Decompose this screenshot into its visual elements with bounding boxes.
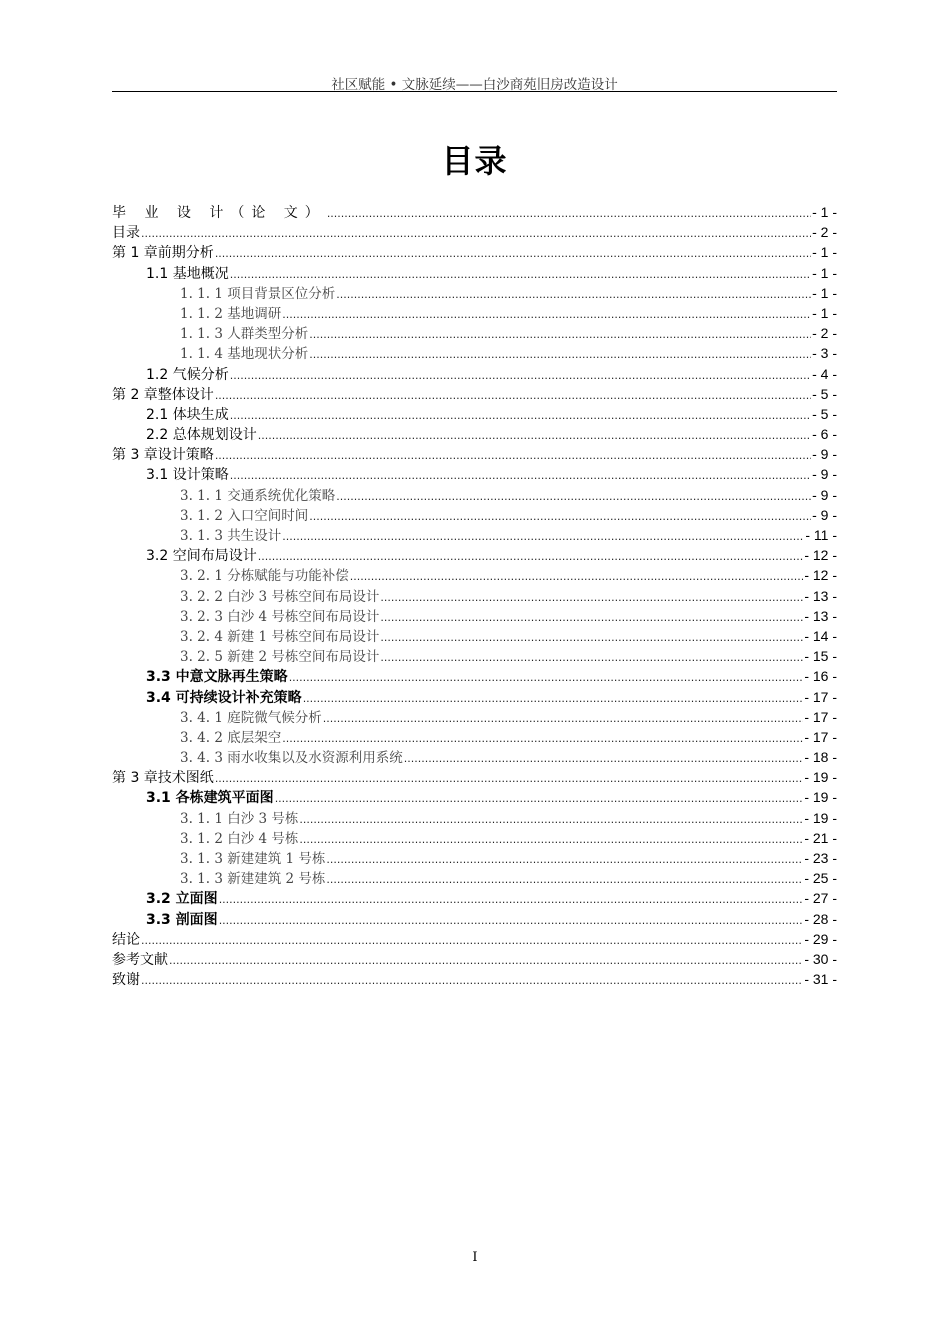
running-header: 社区赋能 • 文脉延续——白沙商苑旧房改造设计	[331, 77, 618, 93]
toc-dot-leader	[169, 951, 803, 971]
toc-entry[interactable]	[112, 646, 837, 666]
toc-dot-leader	[282, 527, 804, 547]
toc-dot-leader	[380, 648, 803, 668]
toc-entry-label: 结论	[112, 931, 140, 948]
toc-dot-leader	[219, 911, 804, 931]
toc-entry-page: - 2 -	[812, 224, 837, 241]
toc-entry-label: 3. 2. 1 分栋赋能与功能补偿	[180, 568, 349, 585]
header-rule	[112, 91, 837, 92]
toc-entry-page: - 28 -	[804, 910, 837, 927]
toc-entry-page: - 14 -	[804, 627, 837, 644]
toc-entry-page: - 30 -	[804, 950, 837, 967]
toc-entry-page: - 9 -	[812, 466, 837, 483]
toc-entry-label: 3. 4. 2 底层架空	[180, 729, 282, 746]
toc-dot-leader	[282, 305, 811, 325]
toc-entry-label: 3. 1. 3 共生设计	[180, 528, 282, 544]
toc-entry-label: 1.2 气候分析	[146, 366, 229, 383]
toc-entry[interactable]	[112, 202, 837, 222]
toc-entry-label: 第 1 章前期分析	[112, 245, 214, 262]
toc-entry-page: - 9 -	[812, 486, 837, 503]
page-number: I	[472, 1250, 478, 1265]
toc-entry-page: - 9 -	[812, 506, 837, 523]
toc-entry-label: 3. 1. 3 新建建筑 1 号栋	[180, 851, 326, 867]
toc-entry[interactable]	[112, 949, 837, 969]
toc-entry[interactable]	[112, 747, 837, 767]
toc-entry-page: - 17 -	[804, 728, 837, 745]
toc-entry-label: 3. 2. 5 新建 2 号栋空间布局设计	[180, 649, 380, 666]
toc-entry[interactable]	[112, 384, 837, 404]
toc-dot-leader	[309, 345, 811, 365]
toc-entry-page: - 17 -	[804, 688, 837, 705]
toc-entry-page: - 11 -	[805, 527, 837, 543]
toc-dot-leader	[336, 487, 811, 507]
toc-dot-leader	[230, 466, 811, 486]
toc-entry[interactable]	[112, 969, 837, 989]
toc-entry-page: - 1 -	[812, 244, 837, 261]
toc-dot-leader	[404, 749, 804, 769]
toc-entry-page: - 17 -	[804, 708, 837, 725]
toc-dot-leader	[215, 386, 811, 406]
toc-entry-label: 3. 1. 1 白沙 3 号栋	[180, 810, 299, 827]
toc-entry[interactable]	[112, 263, 837, 283]
toc-entry[interactable]	[112, 868, 837, 888]
toc-entry-page: - 5 -	[812, 405, 837, 422]
toc-entry[interactable]	[112, 787, 837, 807]
toc-entry-page: - 18 -	[804, 749, 837, 766]
toc-entry[interactable]	[112, 828, 837, 848]
toc-dot-leader	[215, 244, 811, 264]
toc-dot-leader	[215, 446, 811, 466]
toc-entry[interactable]	[112, 707, 837, 727]
toc-entry[interactable]	[112, 364, 837, 384]
toc-entry[interactable]	[112, 565, 837, 585]
toc-entry-label: 目录	[112, 225, 140, 242]
toc-entry-label: 3. 1. 2 白沙 4 号栋	[180, 830, 299, 847]
toc-entry-label: 3.3 剖面图	[146, 911, 218, 928]
toc-entry[interactable]	[112, 424, 837, 444]
toc-entry-page: - 5 -	[812, 385, 837, 402]
toc-entry-page: - 1 -	[812, 284, 837, 301]
toc-dot-leader	[327, 204, 811, 224]
toc-dot-leader	[141, 971, 803, 991]
toc-entry[interactable]	[112, 505, 837, 525]
toc-dot-leader	[230, 366, 811, 386]
toc-entry-label: 1. 1. 2 基地调研	[180, 305, 282, 322]
toc-entry-label: 3. 1. 1 交通系统优化策略	[180, 487, 336, 504]
toc-entry-page: - 19 -	[804, 769, 837, 786]
toc-entry-label: 3. 4. 1 庭院微气候分析	[180, 709, 322, 726]
toc-entry[interactable]	[112, 404, 837, 424]
toc-entry-label: 第 2 章整体设计	[112, 386, 214, 403]
toc-entry-label: 3. 1. 3 新建建筑 2 号栋	[180, 871, 326, 888]
toc-entry-page: - 6 -	[812, 426, 837, 443]
toc-entry-label: 1.1 基地概况	[146, 265, 229, 282]
toc-entry-page: - 15 -	[804, 648, 837, 665]
toc-dot-leader	[230, 265, 811, 285]
toc-dot-leader	[219, 890, 804, 910]
toc-entry-page: - 19 -	[804, 809, 837, 826]
toc-entry[interactable]	[112, 727, 837, 747]
toc-entry-page: - 19 -	[804, 789, 837, 806]
toc-entry[interactable]	[112, 444, 837, 464]
toc-entry-label: 1. 1. 4 基地现状分析	[180, 346, 309, 363]
toc-entry[interactable]	[112, 626, 837, 646]
toc-entry-label: 3. 2. 4 新建 1 号栋空间布局设计	[180, 628, 380, 645]
toc-entry-page: - 13 -	[804, 587, 837, 604]
toc-entry[interactable]	[112, 283, 837, 303]
toc-entry-page: - 12 -	[804, 547, 837, 564]
toc-dot-leader	[380, 628, 803, 648]
toc-entry[interactable]	[112, 343, 837, 363]
toc-entry[interactable]	[112, 586, 837, 606]
toc-entry-page: - 12 -	[804, 567, 837, 584]
toc-dot-leader	[303, 689, 804, 709]
toc-entry[interactable]	[112, 687, 837, 707]
toc-dot-leader	[258, 547, 804, 567]
toc-entry[interactable]	[112, 848, 837, 868]
toc-entry-label: 3. 2. 3 白沙 4 号栋空间布局设计	[180, 608, 380, 625]
toc-dot-leader	[258, 426, 811, 446]
toc-entry-label: 2.1 体块生成	[146, 406, 229, 423]
toc-entry-page: - 16 -	[804, 668, 837, 685]
toc-dot-leader	[299, 810, 803, 830]
toc-entry-label: 3.1 设计策略	[146, 467, 229, 484]
toc-dot-leader	[299, 830, 803, 850]
toc-entry-page: - 25 -	[804, 870, 837, 887]
toc-entry-page: - 2 -	[812, 325, 837, 342]
toc-dot-leader	[309, 507, 811, 527]
toc-entry-page: - 27 -	[804, 890, 837, 907]
toc-entry[interactable]	[112, 909, 837, 929]
toc-entry[interactable]	[112, 242, 837, 262]
toc-dot-leader	[350, 567, 804, 587]
toc-entry-label: 3.2 空间布局设计	[146, 548, 257, 565]
toc-entry-label: 3.2 立面图	[146, 891, 218, 908]
toc-entry[interactable]	[112, 323, 837, 343]
toc-entry[interactable]	[112, 808, 837, 828]
toc-entry-page: - 23 -	[804, 850, 837, 866]
toc-entry-label: 3.3 中意文脉再生策略	[146, 669, 288, 686]
toc-dot-leader	[275, 789, 804, 809]
toc-entry-page: - 3 -	[812, 345, 837, 362]
toc-entry-label: 3.4 可持续设计补充策略	[146, 689, 302, 706]
toc-dot-leader	[380, 608, 803, 628]
toc-dot-leader	[141, 931, 803, 951]
toc-dot-leader	[309, 325, 811, 345]
toc-entry[interactable]	[112, 485, 837, 505]
table-of-contents	[112, 202, 837, 989]
toc-entry-page: - 4 -	[812, 365, 837, 382]
toc-entry-label: 3. 4. 3 雨水收集以及水资源利用系统	[180, 750, 403, 767]
toc-entry[interactable]	[112, 464, 837, 484]
page-title: 目录	[441, 142, 508, 180]
toc-entry[interactable]	[112, 888, 837, 908]
toc-entry-page: - 1 -	[812, 204, 837, 220]
toc-entry-label: 1. 1. 3 人群类型分析	[180, 326, 309, 343]
toc-entry[interactable]	[112, 222, 837, 242]
toc-entry-page: - 21 -	[804, 829, 837, 846]
toc-dot-leader	[141, 224, 811, 244]
toc-entry-label: 毕 业 设 计（论 文）	[112, 205, 326, 221]
toc-entry-page: - 13 -	[804, 607, 837, 624]
toc-dot-leader	[326, 870, 803, 890]
toc-entry-label: 3. 2. 2 白沙 3 号栋空间布局设计	[180, 588, 380, 605]
toc-entry-label: 3.1 各栋建筑平面图	[146, 790, 274, 807]
toc-dot-leader	[289, 668, 804, 688]
toc-entry[interactable]	[112, 525, 837, 545]
toc-entry-label: 第 3 章设计策略	[112, 447, 214, 464]
toc-dot-leader	[323, 709, 804, 729]
toc-dot-leader	[326, 850, 803, 870]
toc-entry-label: 致谢	[112, 972, 140, 989]
toc-entry-label: 3. 1. 2 入口空间时间	[180, 507, 309, 524]
toc-entry-label: 1. 1. 1 项目背景区位分析	[180, 285, 336, 302]
toc-entry[interactable]	[112, 767, 837, 787]
toc-entry-page: - 31 -	[804, 971, 837, 988]
toc-dot-leader	[336, 285, 811, 305]
toc-entry-page: - 9 -	[812, 446, 837, 463]
toc-dot-leader	[282, 729, 803, 749]
toc-entry-label: 参考文献	[112, 951, 168, 968]
toc-entry[interactable]	[112, 929, 837, 949]
toc-entry-page: - 29 -	[804, 930, 837, 947]
toc-entry[interactable]	[112, 545, 837, 565]
toc-entry[interactable]	[112, 666, 837, 686]
toc-entry-page: - 1 -	[812, 264, 837, 281]
toc-entry-label: 2.2 总体规划设计	[146, 427, 257, 444]
toc-entry-page: - 1 -	[812, 304, 837, 321]
toc-entry[interactable]	[112, 606, 837, 626]
toc-dot-leader	[230, 406, 811, 426]
toc-entry[interactable]	[112, 303, 837, 323]
toc-entry-label: 第 3 章技术图纸	[112, 770, 214, 787]
toc-dot-leader	[215, 769, 804, 789]
toc-dot-leader	[380, 588, 803, 608]
